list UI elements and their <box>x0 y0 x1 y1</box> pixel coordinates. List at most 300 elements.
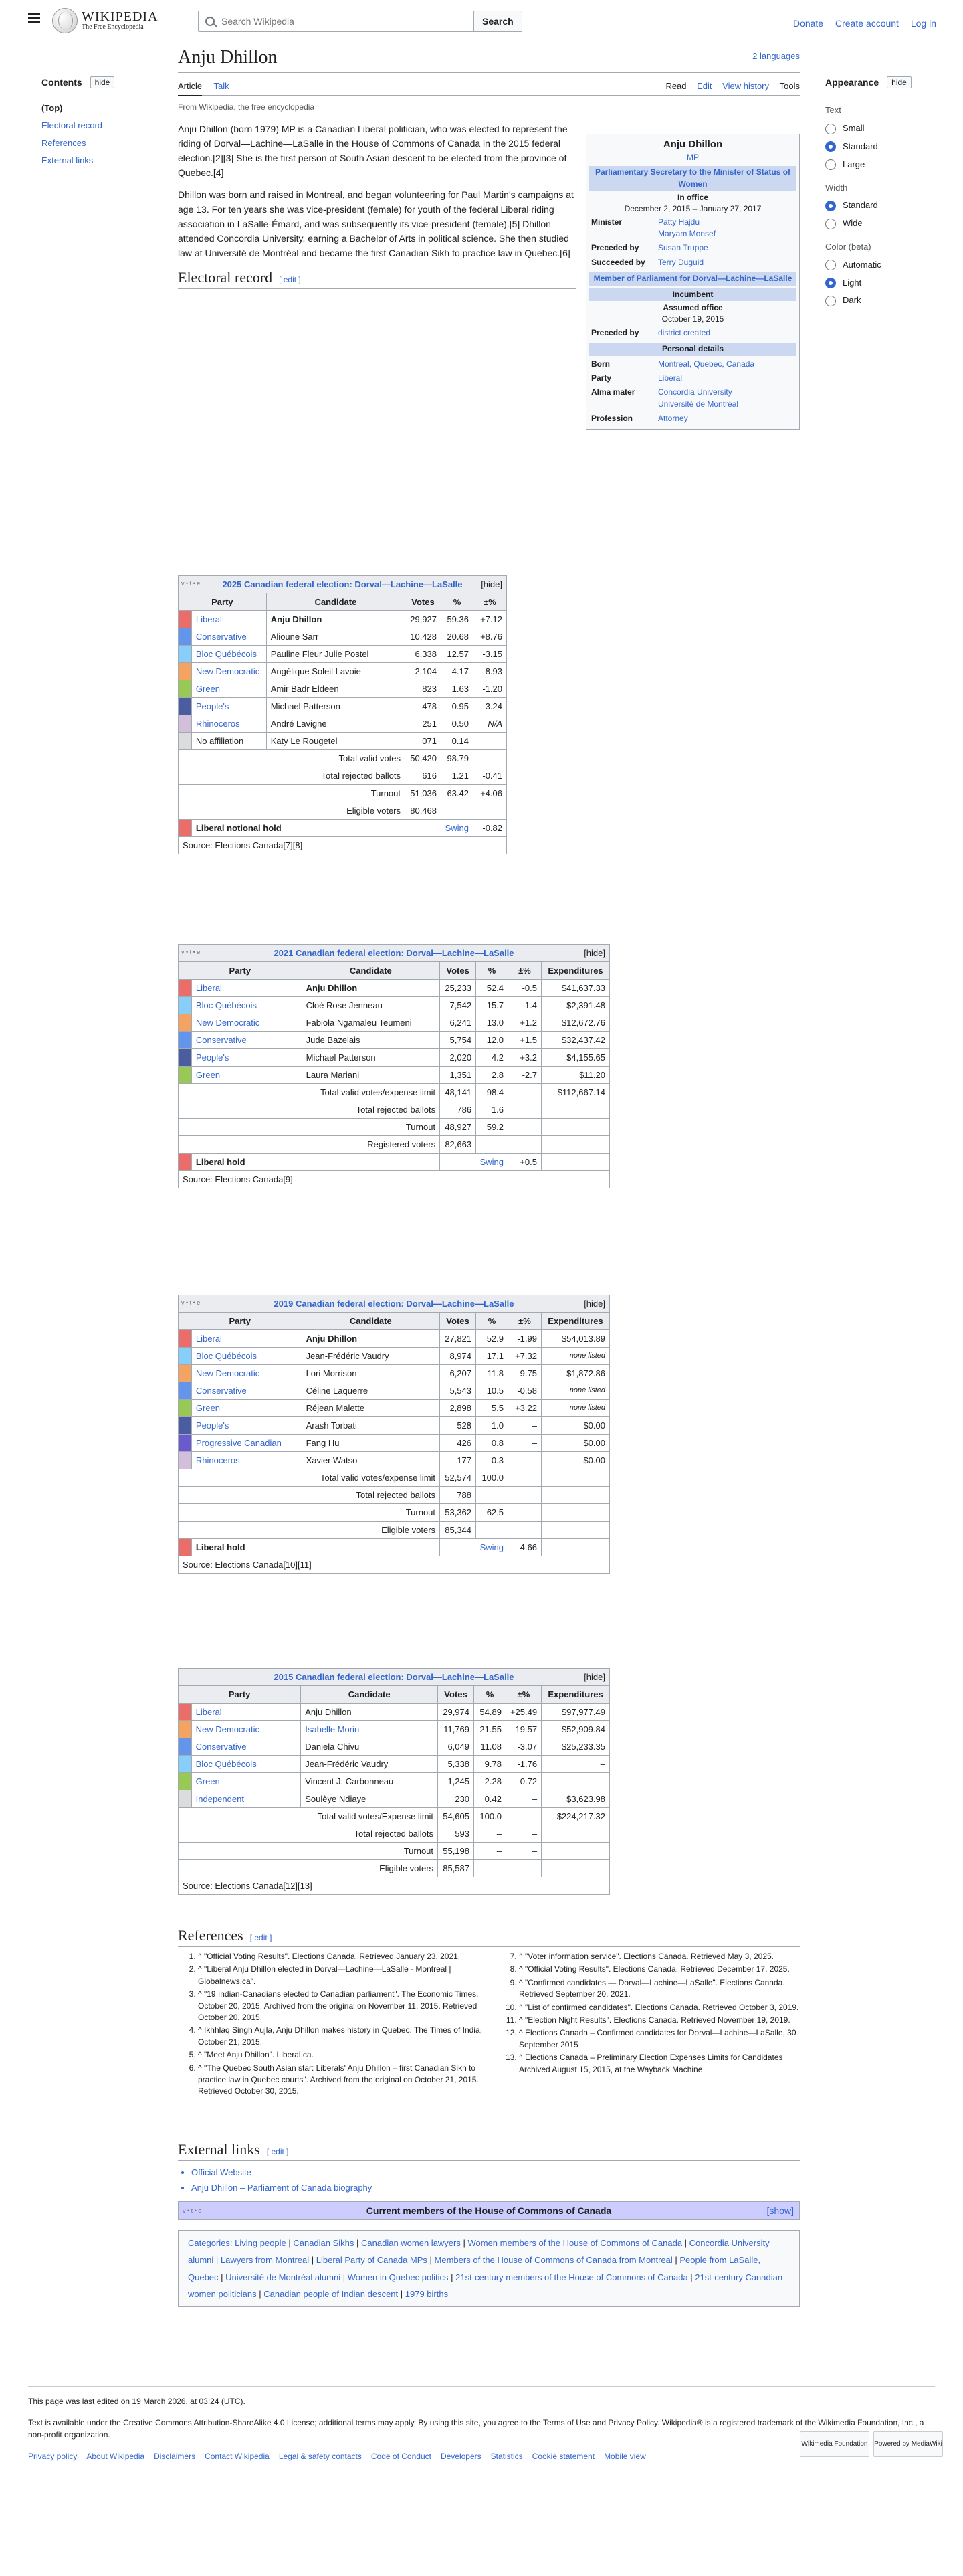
footer-link[interactable]: Contact Wikipedia <box>205 2452 270 2461</box>
totals-label: Total rejected ballots <box>179 1487 440 1504</box>
search-input[interactable] <box>221 16 449 27</box>
swing-link[interactable]: Swing <box>440 1539 508 1556</box>
infobox-value[interactable]: Liberal <box>658 373 683 383</box>
footer-link[interactable]: Legal & safety contacts <box>278 2452 362 2461</box>
party-cell[interactable]: People's <box>191 1049 302 1067</box>
color-light-radio[interactable]: Light <box>825 276 932 290</box>
hide-button[interactable]: [hide] <box>481 579 502 589</box>
table-row <box>179 680 507 698</box>
change-cell <box>473 733 506 750</box>
footer-link[interactable]: Mobile view <box>604 2452 646 2461</box>
votes-cell: 230 <box>438 1790 474 1808</box>
change-cell: – <box>508 1084 542 1101</box>
external-link[interactable]: • Anju Dhillon – Parliament of Canada biography <box>191 2181 372 2196</box>
text-large-radio[interactable]: Large <box>825 158 932 172</box>
tab-read[interactable]: Read <box>665 81 687 92</box>
expenditures-cell: $1,872.86 <box>541 1365 609 1382</box>
tab-talk[interactable]: Talk <box>213 81 229 92</box>
infobox-value[interactable]: Concordia University Université de Montréal <box>658 387 739 409</box>
percent-cell: 59.2 <box>476 1119 508 1136</box>
candidate-cell: Xavier Watso <box>302 1452 439 1469</box>
category-link[interactable]: Liberal Party of Canada MPs <box>316 2255 427 2266</box>
party-cell[interactable]: Conservative <box>191 1382 302 1400</box>
change-cell: +7.12 <box>473 611 506 628</box>
navbox-title[interactable]: Current members of the House of Commons of Canada <box>366 2205 612 2216</box>
source-text[interactable]: Source: Elections Canada[9] <box>179 1171 610 1188</box>
source-text[interactable]: Source: Elections Canada[12][13] <box>179 1877 610 1895</box>
party-color-swatch <box>179 1773 192 1790</box>
external-link[interactable]: • Official Website <box>191 2165 372 2181</box>
infobox-label: Alma mater <box>591 387 635 397</box>
source-text[interactable]: Source: Elections Canada[7][8] <box>179 837 507 854</box>
create-account-link[interactable]: Create account <box>835 18 899 29</box>
expenditures-cell: $97,977.49 <box>542 1704 610 1721</box>
candidate-cell[interactable]: Isabelle Morin <box>301 1721 438 1738</box>
votes-cell: 5,754 <box>440 1032 476 1049</box>
category-link[interactable]: Université de Montréal alumni <box>225 2272 341 2282</box>
wikimedia-badge[interactable]: Wikimedia Foundation <box>800 2431 869 2457</box>
footer-link[interactable]: Disclaimers <box>154 2452 196 2461</box>
footer-link[interactable]: Privacy policy <box>28 2452 78 2461</box>
percent-cell: 9.78 <box>474 1756 506 1773</box>
totals-row <box>179 1469 610 1487</box>
change-cell <box>473 802 506 820</box>
category-separator: | <box>218 2272 226 2282</box>
votes-cell: 51,036 <box>405 785 441 802</box>
navbox <box>178 2201 800 2220</box>
donate-link[interactable]: Donate <box>792 18 824 29</box>
hide-button[interactable]: [hide] <box>584 1299 605 1309</box>
party-cell[interactable]: Liberal <box>191 1704 301 1721</box>
hide-button[interactable]: [hide] <box>584 1672 605 1682</box>
expenditures-cell: $0.00 <box>541 1452 609 1469</box>
candidate-cell: Fang Hu <box>302 1435 439 1452</box>
change-cell: +4.06 <box>473 785 506 802</box>
reference-item[interactable]: 10. ^ "List of confirmed candidates". Elections Canada. Retrieved October 3, 2019. <box>519 2002 800 2013</box>
percent-cell: 1.21 <box>441 767 473 785</box>
toc-item-top[interactable]: (Top) <box>41 103 63 114</box>
party-cell[interactable]: People's <box>191 1417 302 1435</box>
votes-cell: 55,198 <box>438 1843 474 1860</box>
category-separator: | <box>460 2238 468 2248</box>
party-cell[interactable]: Rhinoceros <box>191 1452 302 1469</box>
party-cell[interactable]: Green <box>191 1773 301 1790</box>
reference-item[interactable]: 11. ^ "Election Night Results". Elections Canada. Retrieved November 19, 2019. <box>519 2015 800 2026</box>
change-cell: +1.5 <box>508 1032 542 1049</box>
column-header: Party <box>179 1686 301 1704</box>
party-cell[interactable]: Liberal <box>191 980 302 997</box>
party-cell[interactable]: Bloc Québécois <box>191 1756 301 1773</box>
reference-item[interactable]: 8. ^ "Official Voting Results". Elections Canada. Retrieved December 17, 2025. <box>519 1964 800 1975</box>
candidate-cell: Cloé Rose Jenneau <box>302 997 439 1014</box>
infobox-label: Preceded by <box>591 327 639 337</box>
votes-cell: 593 <box>438 1825 474 1843</box>
totals-label: Total valid votes <box>179 750 405 767</box>
party-cell[interactable]: Independent <box>191 1790 301 1808</box>
party-cell[interactable]: Liberal <box>191 611 266 628</box>
party-cell[interactable]: People's <box>191 698 266 715</box>
category-link[interactable]: Living people <box>235 2238 286 2248</box>
tab-article[interactable]: Article <box>178 81 202 96</box>
percent-cell: 52.4 <box>476 980 508 997</box>
election-title-text[interactable]: 2015 Canadian federal election: Dorval—Lachine—LaSalle <box>274 1671 514 1682</box>
category-link[interactable]: Lawyers from Montreal <box>220 2255 310 2266</box>
candidate-cell: Soulèye Ndiaye <box>301 1790 438 1808</box>
table-row <box>179 1049 610 1067</box>
column-header: Votes <box>438 1686 474 1704</box>
swing-link[interactable]: Swing <box>440 1154 508 1171</box>
swing-link[interactable]: Swing <box>405 820 473 837</box>
party-cell[interactable]: New Democratic <box>191 663 266 680</box>
percent-cell: 17.1 <box>476 1348 508 1365</box>
table-row <box>179 1067 610 1084</box>
toc-item-electoral-record[interactable]: Electoral record <box>41 120 103 131</box>
totals-row <box>179 1487 610 1504</box>
party-cell[interactable]: Bloc Québécois <box>191 997 302 1014</box>
infobox-incumbent: Incumbent <box>589 288 796 301</box>
percent-cell: 1.6 <box>476 1101 508 1119</box>
percent-cell: 0.8 <box>476 1435 508 1452</box>
election-table <box>178 1668 610 1895</box>
votes-cell: 478 <box>405 698 441 715</box>
expenditures-cell: $52,909.84 <box>542 1721 610 1738</box>
table-row <box>179 1400 610 1417</box>
infobox-assumed: Assumed office <box>663 303 723 313</box>
article-main <box>178 45 800 2300</box>
footer-link[interactable]: Code of Conduct <box>370 2452 431 2461</box>
change-cell: -0.72 <box>506 1773 541 1790</box>
width-standard-radio[interactable]: Standard <box>825 199 932 213</box>
footer-license: Text is available under the Creative Commons Attribution-ShareAlike 4.0 License; additional terms may apply. By using this site, you agree to the Terms of Use and Privacy Policy. Wikipedia® is a registered trademark of the Wikimedia Foundation, Inc., a non-profit organization. <box>28 2418 924 2440</box>
party-cell[interactable]: Conservative <box>191 1738 301 1756</box>
party-color-swatch <box>179 715 192 733</box>
percent-cell: 62.5 <box>476 1504 508 1522</box>
expenditures-cell <box>542 1860 610 1877</box>
toc-hide-button[interactable]: hide <box>90 76 115 88</box>
reference-item[interactable]: 5. ^ "Meet Anju Dhillon". Liberal.ca. <box>198 2049 486 2061</box>
infobox-value[interactable]: Terry Duguid <box>658 257 704 267</box>
column-header: ±% <box>508 1313 542 1330</box>
category-link[interactable]: 21st-century members of the House of Commons of Canada <box>455 2272 688 2282</box>
votes-cell: 6,207 <box>440 1365 476 1382</box>
votes-cell: 1,351 <box>440 1067 476 1084</box>
reference-item[interactable]: 12. ^ Elections Canada – Confirmed candidates for Dorval—Lachine—LaSalle, 30 September 2015 <box>519 2027 800 2051</box>
infobox-value[interactable]: Patty Hajdu Maryam Monsef <box>658 217 716 239</box>
categories-box <box>178 2230 800 2307</box>
party-color-swatch <box>179 1435 192 1452</box>
expenditures-cell <box>541 1101 609 1119</box>
candidate-cell: Alioune Sarr <box>266 628 405 646</box>
change-cell <box>508 1119 542 1136</box>
vte-links[interactable]: v • t • e <box>181 949 201 955</box>
party-color-swatch <box>179 1417 192 1435</box>
infobox-office-2[interactable]: Member of Parliament for Dorval—Lachine—LaSalle <box>589 272 796 285</box>
column-header: % <box>474 1686 506 1704</box>
infobox-value[interactable]: Montreal, Quebec, Canada <box>658 359 755 369</box>
edit-link[interactable]: [ edit ] <box>266 2147 289 2156</box>
votes-cell: 54,605 <box>438 1808 474 1825</box>
tagline: The Free Encyclopedia <box>82 23 144 31</box>
column-header: Party <box>179 593 267 611</box>
election-title-text[interactable]: 2025 Canadian federal election: Dorval—Lachine—LaSalle <box>222 579 463 589</box>
categories-label[interactable]: Categories: <box>188 2238 233 2248</box>
candidate-cell: Anju Dhillon <box>302 980 439 997</box>
category-separator: | <box>682 2238 689 2248</box>
reference-item[interactable]: 7. ^ "Voter information service". Elections Canada. Retrieved May 3, 2025. <box>519 1951 800 1962</box>
candidate-cell: Vincent J. Carbonneau <box>301 1773 438 1790</box>
lead-paragraph-2: Dhillon was born and raised in Montreal, and began volunteering for Paul Martin's campaigns at age 13. For ten years she was vice-president (female) for youth of the federal Liberal riding association in LaSalle-Émard, and was subsequently its vice-president (female).[5] Dhillon attended Concordia University, earning a Bachelor of Arts in political science. She then studied law at Université de Montréal and became the first Canadian Sikh to practice law in Quebec.[6] <box>178 189 574 259</box>
party-color-swatch <box>179 1382 192 1400</box>
infobox-row <box>589 371 796 385</box>
party-color-swatch <box>179 1721 192 1738</box>
wikipedia-logo[interactable] <box>52 8 158 33</box>
percent-cell: 98.79 <box>441 750 473 767</box>
vte-links[interactable]: v • t • e <box>181 1299 201 1306</box>
candidate-cell: Fabiola Ngamaleu Teumeni <box>302 1014 439 1032</box>
footer-link[interactable]: About Wikipedia <box>86 2452 145 2461</box>
user-links <box>784 16 936 31</box>
infobox-personal-table <box>589 357 796 426</box>
infobox <box>586 134 800 430</box>
percent-cell: 4.17 <box>441 663 473 680</box>
navbox-vte[interactable]: v • t • e <box>183 2207 202 2214</box>
candidate-cell: Céline Laquerre <box>302 1382 439 1400</box>
column-header: % <box>441 593 473 611</box>
votes-cell: 7,542 <box>440 997 476 1014</box>
reference-item[interactable]: 6. ^ "The Quebec South Asian star: Liberals' Anju Dhillon – first Canadian Sikh to practice law in Quebec courts". Archived from the original on October 21, 2015. Retrieved October 30, 2015. <box>198 2063 486 2098</box>
category-link[interactable]: Concordia University alumni <box>188 2238 770 2266</box>
vte-links[interactable]: v • t • e <box>181 580 201 587</box>
table-of-contents <box>41 75 175 169</box>
candidate-cell: Angélique Soleil Lavoie <box>266 663 405 680</box>
category-separator: | <box>286 2238 294 2248</box>
footer-link[interactable]: Developers <box>440 2452 481 2461</box>
category-separator: | <box>213 2255 221 2266</box>
infobox-personal: Personal details <box>589 343 796 355</box>
mediawiki-badge[interactable]: Powered by MediaWiki <box>873 2431 943 2457</box>
votes-cell: 1,245 <box>438 1773 474 1790</box>
infobox-office-1[interactable]: Parliamentary Secretary to the Minister of Status of Women <box>589 166 796 191</box>
infobox-value[interactable]: Susan Truppe <box>658 243 708 253</box>
percent-cell: 1.0 <box>476 1417 508 1435</box>
party-color-swatch <box>179 628 192 646</box>
hold-text: Liberal hold <box>191 1154 439 1171</box>
expenditures-cell: none listed <box>541 1382 609 1400</box>
footer-link[interactable]: Cookie statement <box>532 2452 595 2461</box>
party-cell[interactable]: Bloc Québécois <box>191 1348 302 1365</box>
percent-cell: 0.3 <box>476 1452 508 1469</box>
table-row <box>179 733 507 750</box>
reference-item[interactable]: 13. ^ Elections Canada – Preliminary Election Expenses Limits for Candidates Archived August 15, 2015, at the Wayback Machine <box>519 2052 800 2076</box>
party-cell[interactable]: Progressive Canadian <box>191 1435 302 1452</box>
infobox-row <box>589 411 796 426</box>
party-cell[interactable]: Green <box>191 680 266 698</box>
text-small-radio[interactable]: Small <box>825 122 932 136</box>
expenditures-cell: $32,437.42 <box>541 1032 609 1049</box>
change-cell: -1.99 <box>508 1330 542 1348</box>
table-row <box>179 997 610 1014</box>
change-cell: – <box>508 1417 542 1435</box>
change-cell: -8.93 <box>473 663 506 680</box>
change-cell: +8.76 <box>473 628 506 646</box>
text-standard-radio[interactable]: Standard <box>825 140 932 154</box>
expenditures-cell: $112,667.14 <box>541 1084 609 1101</box>
page-title: Anju Dhillon 2 languages <box>178 45 800 73</box>
category-link[interactable]: People from LaSalle, Quebec <box>188 2255 761 2282</box>
login-link[interactable]: Log in <box>910 18 936 29</box>
party-cell[interactable]: Conservative <box>191 628 266 646</box>
infobox-value[interactable]: district created <box>658 327 711 337</box>
external-links-list <box>191 2165 372 2196</box>
percent-cell <box>474 1860 506 1877</box>
party-cell[interactable]: Conservative <box>191 1032 302 1049</box>
expenditures-cell: $3,623.98 <box>542 1790 610 1808</box>
votes-cell: 6,049 <box>438 1738 474 1756</box>
section-heading-external-links: External links [ edit ] <box>178 2140 800 2161</box>
votes-cell: 177 <box>440 1452 476 1469</box>
category-link[interactable]: Canadian people of Indian descent <box>263 2289 399 2300</box>
expenditures-cell: none listed <box>541 1400 609 1417</box>
reference-item[interactable]: 3. ^ "19 Indian-Canadians elected to Canadian parliament". The Economic Times. October 20, 2015. Archived from the original on November 11, 2015. Retrieved October 20, 2015. <box>198 1989 486 2023</box>
totals-row <box>179 1808 610 1825</box>
percent-cell: 100.0 <box>474 1808 506 1825</box>
election-title-text[interactable]: 2019 Canadian federal election: Dorval—Lachine—LaSalle <box>274 1298 514 1309</box>
infobox-value[interactable]: Attorney <box>658 413 688 424</box>
color-automatic-radio[interactable]: Automatic <box>825 258 932 272</box>
election-title-text[interactable]: 2021 Canadian federal election: Dorval—Lachine—LaSalle <box>274 947 514 958</box>
change-cell: +3.22 <box>508 1400 542 1417</box>
party-cell[interactable]: Green <box>191 1067 302 1084</box>
appearance-panel <box>825 75 932 312</box>
expenditures-cell <box>541 1487 609 1504</box>
candidate-cell: Jean-Frédéric Vaudry <box>301 1756 438 1773</box>
appearance-hide-button[interactable]: hide <box>887 76 912 88</box>
section-heading-references: References [ edit ] <box>178 1926 800 1947</box>
references-right <box>499 1951 800 2077</box>
party-cell[interactable]: Rhinoceros <box>191 715 266 733</box>
expenditures-cell: $41,637.33 <box>541 980 609 997</box>
table-row <box>179 1738 610 1756</box>
votes-cell: 48,141 <box>440 1084 476 1101</box>
percent-cell: 98.4 <box>476 1084 508 1101</box>
reference-item[interactable]: 1. ^ "Official Voting Results". Elections Canada. Retrieved January 23, 2021. <box>198 1951 486 1962</box>
search-button[interactable]: Search <box>473 11 522 32</box>
reference-item[interactable]: 4. ^ Ikhhlaq Singh Aujla, Anju Dhillon makes history in Quebec. The Times of India, October 21, 2015. <box>198 2025 486 2048</box>
expenditures-cell: $0.00 <box>541 1417 609 1435</box>
reference-item[interactable]: 9. ^ "Confirmed candidates — Dorval—Lachine—LaSalle". Elections Canada. Retrieved September 20, 2021. <box>519 1977 800 2001</box>
change-cell: -9.75 <box>508 1365 542 1382</box>
source-text[interactable]: Source: Elections Canada[10][11] <box>179 1556 610 1574</box>
votes-cell: 528 <box>440 1417 476 1435</box>
search-box[interactable] <box>198 11 480 32</box>
category-link[interactable]: Members of the House of Commons of Canada from Montreal <box>434 2255 673 2266</box>
percent-cell <box>476 1136 508 1154</box>
percent-cell: 21.55 <box>474 1721 506 1738</box>
table-row <box>179 1365 610 1382</box>
hide-button[interactable]: [hide] <box>584 948 605 958</box>
votes-cell: 53,362 <box>440 1504 476 1522</box>
edit-link[interactable]: [ edit ] <box>279 275 301 284</box>
votes-cell: 2,020 <box>440 1049 476 1067</box>
edit-link[interactable]: [ edit ] <box>249 1933 272 1942</box>
lead-paragraph-1: Anju Dhillon (born 1979) MP is a Canadian Liberal politician, who was elected to represent the riding of Dorval—Lachine—LaSalle in the House of Commons of Canada in the 2015 federal election.[2][3] She is the first person of South Asian descent to be elected from the province of Quebec.[4] <box>178 123 568 178</box>
candidate-cell: Anju Dhillon <box>266 611 405 628</box>
party-cell[interactable]: New Democratic <box>191 1014 302 1032</box>
votes-cell: 10,428 <box>405 628 441 646</box>
infobox-row <box>589 215 796 242</box>
column-header: Party <box>179 962 302 980</box>
expenditures-cell: $224,217.32 <box>542 1808 610 1825</box>
expenditures-cell: $11.20 <box>541 1067 609 1084</box>
footer-last-edited: This page was last edited on 19 March 2026, at 03:24 (UTC). <box>28 2397 245 2406</box>
votes-cell: 48,927 <box>440 1119 476 1136</box>
column-header: Expenditures <box>541 1313 609 1330</box>
toc-item-external-links[interactable]: External links <box>41 155 94 166</box>
table-header-row <box>179 962 610 980</box>
reference-item[interactable]: 2. ^ "Liberal Anju Dhillon elected in Dorval—Lachine—LaSalle - Montreal | Globalnews.ca". <box>198 1964 486 1987</box>
expenditures-cell: $0.00 <box>541 1435 609 1452</box>
footer-link[interactable]: Statistics <box>490 2452 523 2461</box>
party-cell[interactable]: Green <box>191 1400 302 1417</box>
tab-edit[interactable]: Edit <box>697 81 712 92</box>
infobox-label: Minister <box>591 217 623 227</box>
toc-item-references[interactable]: References <box>41 138 86 149</box>
expenditures-cell: none listed <box>541 1348 609 1365</box>
category-separator: | <box>398 2289 405 2300</box>
table-row <box>179 1348 610 1365</box>
votes-cell: 29,927 <box>405 611 441 628</box>
expenditures-cell: $2,391.48 <box>541 997 609 1014</box>
category-link[interactable]: 21st-century Canadian women politicians <box>188 2272 783 2300</box>
party-cell[interactable]: Bloc Québécois <box>191 646 266 663</box>
percent-cell: 10.5 <box>476 1382 508 1400</box>
column-header: ±% <box>473 593 506 611</box>
column-header: Candidate <box>302 962 439 980</box>
category-link[interactable]: Women in Quebec politics <box>347 2272 449 2282</box>
party-cell[interactable]: Liberal <box>191 1330 302 1348</box>
candidate-cell: Jude Bazelais <box>302 1032 439 1049</box>
appearance-title: Appearance <box>825 77 879 88</box>
infobox-row <box>589 241 796 255</box>
category-link[interactable]: Canadian women lawyers <box>361 2238 461 2248</box>
totals-label: Eligible voters <box>179 1522 440 1539</box>
main-menu-icon[interactable] <box>28 13 40 23</box>
category-link[interactable]: Women members of the House of Commons of Canada <box>467 2238 683 2248</box>
category-link[interactable]: 1979 births <box>405 2289 449 2300</box>
change-cell: – <box>506 1843 541 1860</box>
votes-cell: 788 <box>440 1487 476 1504</box>
width-wide-radio[interactable]: Wide <box>825 217 932 231</box>
category-separator: | <box>340 2272 348 2282</box>
expenditures-cell <box>541 1136 609 1154</box>
navbox-show-button[interactable]: [show] <box>766 2205 794 2216</box>
infobox-office-1-dates: December 2, 2015 – January 27, 2017 <box>624 204 762 214</box>
party-cell[interactable]: New Democratic <box>191 1721 301 1738</box>
percent-cell: – <box>474 1843 506 1860</box>
candidate-cell: Pauline Fleur Julie Postel <box>266 646 405 663</box>
hold-text: Liberal notional hold <box>191 820 405 837</box>
language-button[interactable]: 2 languages <box>752 51 800 61</box>
category-link[interactable]: Canadian Sikhs <box>293 2238 354 2248</box>
totals-row <box>179 750 507 767</box>
swing-value: -0.82 <box>473 820 506 837</box>
tab-tools[interactable]: Tools <box>779 81 800 92</box>
party-cell[interactable]: New Democratic <box>191 1365 302 1382</box>
party-color-swatch <box>179 611 192 628</box>
color-dark-radio[interactable]: Dark <box>825 294 932 308</box>
tab-view-history[interactable]: View history <box>722 81 770 92</box>
references-left <box>178 1951 486 2099</box>
